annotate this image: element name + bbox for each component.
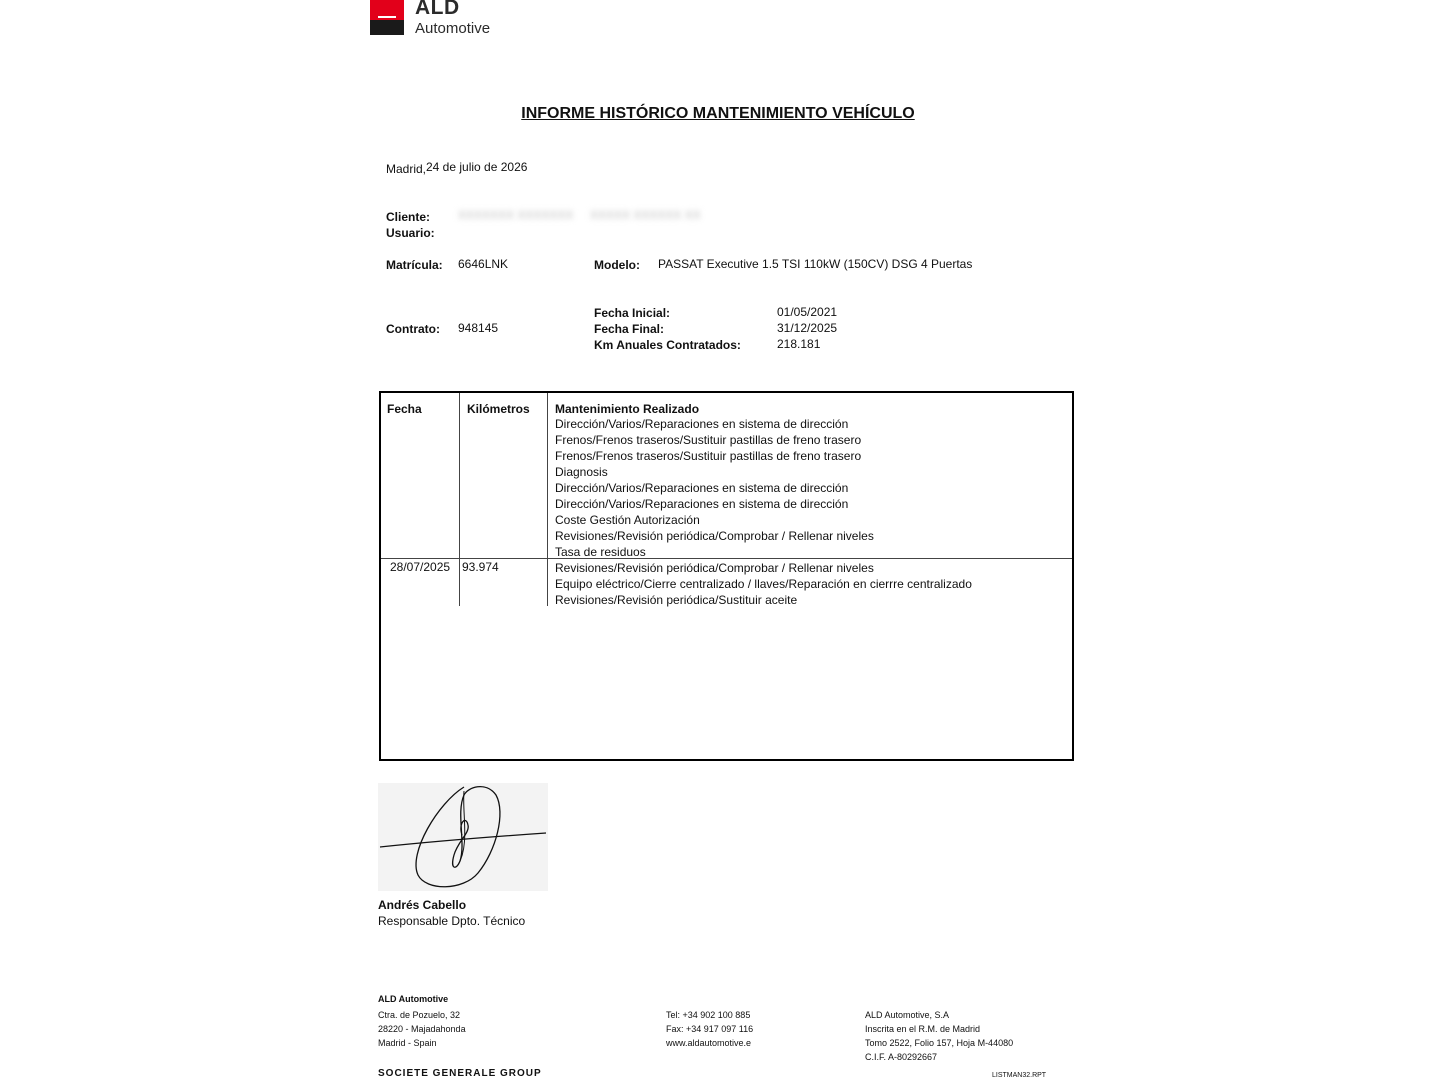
maintenance-item: Revisiones/Revisión periódica/Sustituir aceite: [555, 593, 798, 607]
logo-black-square: [370, 20, 404, 35]
end-date-value: 31/12/2025: [777, 321, 838, 335]
maintenance-item: Frenos/Frenos traseros/Sustituir pastillas de freno trasero: [555, 433, 862, 447]
signatory-name: Andrés Cabello: [378, 898, 467, 912]
logo-brand-text: ALD: [415, 0, 460, 19]
row-date: 28/07/2025: [390, 560, 451, 574]
annual-km-value: 218.181: [777, 337, 821, 351]
client-value: XXXXXXX XXXXXXX: [458, 208, 574, 222]
column-divider: [459, 393, 460, 606]
signature-drawing: [378, 783, 548, 891]
footer-group: SOCIETE GENERALE GROUP: [378, 1068, 542, 1079]
place-label: Madrid,: [386, 162, 427, 176]
table-row: [555, 416, 874, 560]
address-line: Madrid - Spain: [378, 1038, 437, 1048]
registry-line: Tomo 2522, Folio 157, Hoja M-44080: [865, 1038, 1014, 1048]
contract-value: 948145: [458, 321, 499, 335]
maintenance-item: Dirección/Varios/Reparaciones en sistema de dirección: [555, 497, 849, 511]
client-label: Cliente:: [386, 210, 431, 224]
contact-line: Fax: +34 917 097 116: [666, 1024, 754, 1034]
plate-value: 6646LNK: [458, 257, 509, 271]
end-date-label: Fecha Final:: [594, 322, 665, 336]
maintenance-item: Diagnosis: [555, 465, 608, 479]
report-code: LISTMAN32.RPT: [992, 1072, 1047, 1079]
contact-line: Tel: +34 902 100 885: [666, 1010, 751, 1020]
plate-label: Matrícula:: [386, 258, 443, 272]
client-value-2: XXXXX XXXXXX XX: [590, 208, 701, 222]
maintenance-item: Revisiones/Revisión periódica/Comprobar / Rellenar niveles: [555, 561, 874, 575]
handwritten-signature: [378, 783, 548, 891]
maintenance-table: [379, 391, 1074, 761]
logo-sub-text: Automotive: [415, 20, 491, 37]
footer-contact: [666, 1008, 753, 1050]
footer-registry: [865, 1008, 1013, 1064]
ald-automotive-logo: [370, 0, 504, 36]
report-title: INFORME HISTÓRICO MANTENIMIENTO VEHÍCULO: [521, 105, 915, 122]
model-label: Modelo:: [594, 258, 640, 272]
address-line: Ctra. de Pozuelo, 32: [378, 1010, 461, 1020]
maintenance-item: Frenos/Frenos traseros/Sustituir pastillas de freno trasero: [555, 449, 862, 463]
contact-line: www.aldautomotive.e: [666, 1038, 752, 1048]
maintenance-item: Revisiones/Revisión periódica/Comprobar / Rellenar niveles: [555, 529, 874, 543]
maintenance-item: Tasa de residuos: [555, 545, 646, 559]
start-date-label: Fecha Inicial:: [594, 306, 671, 320]
report-date: 24 de julio de 2026: [426, 160, 528, 174]
row-km: 93.974: [462, 560, 499, 574]
annual-km-label: Km Anuales Contratados:: [594, 338, 741, 352]
header-km: Kilómetros: [467, 402, 530, 416]
address-line: 28220 - Majadahonda: [378, 1024, 466, 1034]
start-date-value: 01/05/2021: [777, 305, 838, 319]
maintenance-item: Coste Gestión Autorización: [555, 513, 700, 527]
signatory-role: Responsable Dpto. Técnico: [378, 914, 526, 928]
header-date: Fecha: [387, 402, 422, 416]
registry-line: ALD Automotive, S.A: [865, 1010, 950, 1020]
column-divider: [547, 393, 548, 606]
model-value: PASSAT Executive 1.5 TSI 110kW (150CV) DSG 4 Puertas: [658, 257, 973, 271]
footer-address: [378, 1008, 466, 1050]
maintenance-item: Equipo eléctrico/Cierre centralizado / llaves/Reparación en cierrre centralizado: [555, 577, 972, 591]
header-maintenance: Mantenimiento Realizado: [555, 402, 700, 416]
maintenance-item: Dirección/Varios/Reparaciones en sistema de dirección: [555, 481, 849, 495]
table-row: [555, 560, 972, 608]
registry-line: Inscrita en el R.M. de Madrid: [865, 1024, 981, 1034]
registry-line: C.I.F. A-80292667: [865, 1052, 938, 1062]
footer-company: ALD Automotive: [378, 994, 449, 1004]
user-label: Usuario:: [386, 226, 435, 240]
logo-red-square: [370, 0, 404, 20]
contract-label: Contrato:: [386, 322, 440, 336]
maintenance-item: Dirección/Varios/Reparaciones en sistema de dirección: [555, 417, 849, 431]
